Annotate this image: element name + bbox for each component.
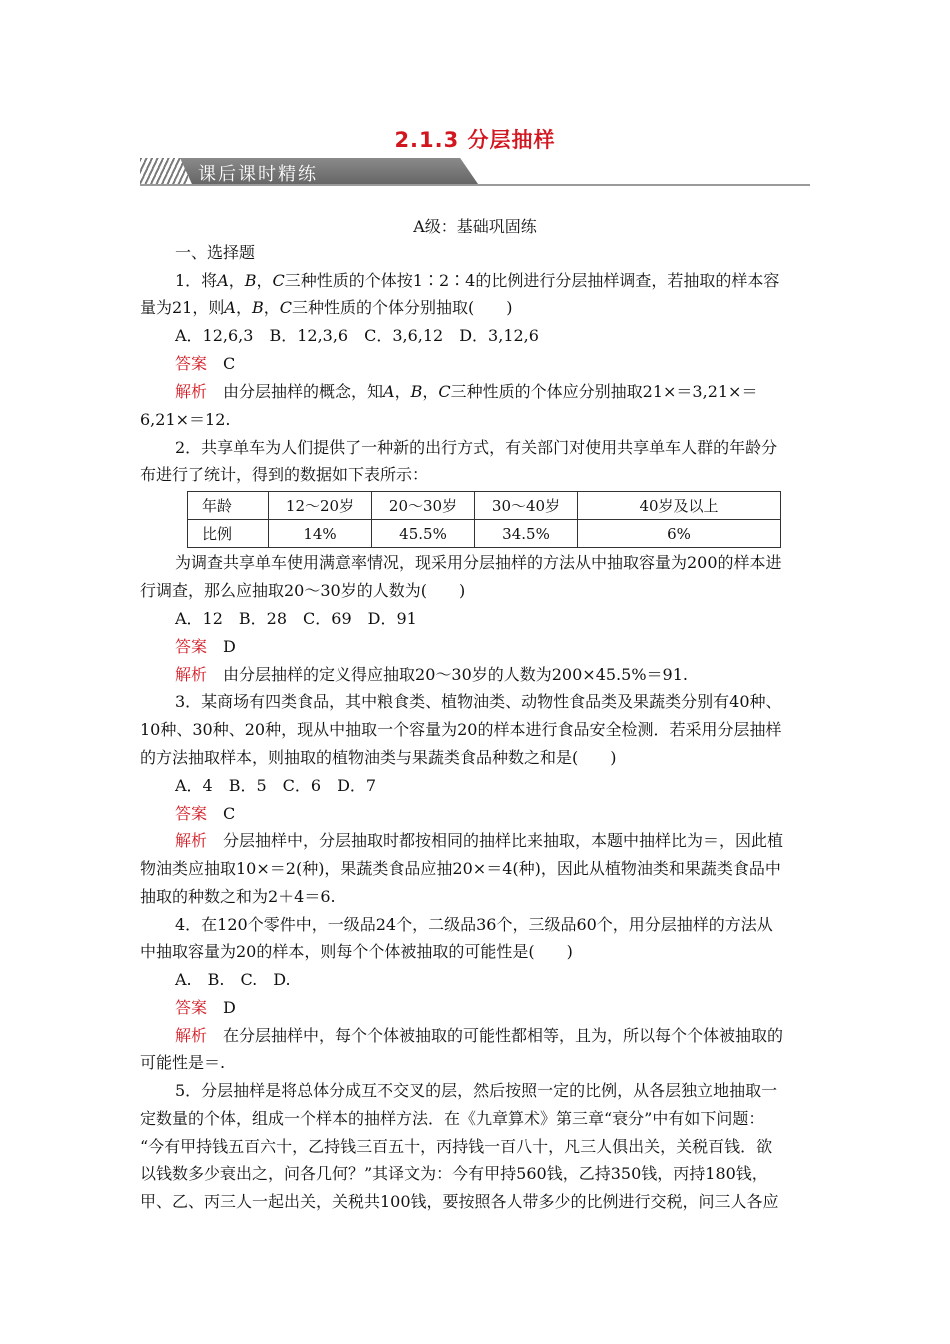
q5-line1: 5．分层抽样是将总体分成互不交叉的层，然后按照一定的比例，从各层独立地抽取一 [175, 1081, 778, 1100]
q2-line3: 为调查共享单车使用满意率情况，现采用分层抽样的方法从中抽取容量为200的样本进 [175, 553, 782, 572]
banner-label: 课后课时精练 [198, 164, 318, 185]
q1-line2: 量为21，则A，B，C三种性质的个体分别抽取( ) [140, 298, 513, 317]
table-col-4: 40岁及以上 [578, 492, 781, 520]
q5-line2: 定数量的个体，组成一个样本的抽样方法．在《九章算术》第三章“衰分”中有如下问题： [140, 1109, 765, 1128]
q2-options: A．12 B．28 C．69 D．91 [175, 609, 417, 628]
page-title: 2.1.3 分层抽样 [394, 128, 556, 152]
q1-answer: 答案 C [175, 354, 236, 373]
answer-label: 答案 [175, 354, 208, 373]
q2-analysis: 解析 由分层抽样的定义得应抽取20～30岁的人数为200×45.5%＝91. [175, 665, 688, 684]
table-row-age [188, 492, 781, 520]
q4-options: A. B. C. D. [175, 970, 291, 989]
q4-line1: 4．在120个零件中，一级品24个，二级品36个，三级品60个，用分层抽样的方法从 [175, 915, 773, 934]
q2-line1: 2．共享单车为人们提供了一种新的出行方式，有关部门对使用共享单车人群的年龄分 [175, 438, 778, 457]
analysis-label: 解析 [175, 382, 208, 401]
q5-line5: 甲、乙、丙三人一起出关，关税共100钱，要按照各人带多少的比例进行交税，问三人各应 [140, 1192, 779, 1211]
banner-stripes [140, 158, 188, 184]
table-col-1: 12～20岁 [269, 492, 372, 520]
answer-label: 答案 [175, 998, 208, 1017]
q1-analysis: 解析 由分层抽样的概念，知A，B，C三种性质的个体应分别抽取21×＝3,21×＝ [175, 382, 758, 401]
q3-options: A．4 B．5 C．6 D．7 [175, 776, 377, 795]
q4-answer: 答案 D [175, 998, 236, 1017]
table-cell: 14% [269, 520, 372, 548]
age-distribution-table [187, 491, 781, 548]
level-heading: A级：基础巩固练 [413, 217, 537, 236]
q4-analysis-cont: 可能性是＝. [140, 1053, 226, 1072]
answer-label: 答案 [175, 804, 208, 823]
q1-analysis-cont: 6,21×＝12. [140, 410, 231, 429]
q2-line2: 布进行了统计，得到的数据如下表所示： [140, 465, 429, 484]
section-banner [140, 158, 810, 186]
q2-answer: 答案 D [175, 637, 236, 656]
q4-line2: 中抽取容量为20的样本，则每个个体被抽取的可能性是( ) [140, 942, 573, 961]
q5-line3: “今有甲持钱五百六十，乙持钱三百五十，丙持钱一百八十，凡三人俱出关，关税百钱．欲 [140, 1137, 773, 1156]
q3-line1: 3．某商场有四类食品，其中粮食类、植物油类、动物性食品类及果蔬类分别有40种、 [175, 692, 782, 711]
q3-answer: 答案 C [175, 804, 236, 823]
section-heading: 一、选择题 [175, 243, 256, 262]
q5-line4: 以钱数多少衰出之，问各几何？”其译文为：今有甲持560钱，乙持350钱，丙持180钱， [140, 1164, 768, 1183]
table-cell: 45.5% [372, 520, 475, 548]
q3-line3: 的方法抽取样本，则抽取的植物油类与果蔬类食品种数之和是( ) [140, 748, 617, 767]
q1-options: A．12,6,3 B．12,3,6 C．3,6,12 D．3,12,6 [175, 326, 539, 345]
analysis-label: 解析 [175, 1026, 208, 1045]
table-cell: 6% [578, 520, 781, 548]
q4-analysis: 解析 在分层抽样中，每个个体被抽取的可能性都相等，且为，所以每个个体被抽取的 [175, 1026, 784, 1045]
q3-analysis-cont2: 抽取的种数之和为2＋4＝6. [140, 887, 336, 906]
q3-analysis-cont1: 物油类应抽取10×＝2(种)，果蔬类食品应抽20×＝4(种)，因此从植物油类和果蔬类食品中 [140, 859, 781, 878]
table-header-age: 年龄 [188, 492, 269, 520]
analysis-label: 解析 [175, 665, 208, 684]
answer-label: 答案 [175, 637, 208, 656]
q3-analysis: 解析 分层抽样中，分层抽取时都按相同的抽样比来抽取，本题中抽样比为＝，因此植 [175, 831, 784, 850]
table-header-ratio: 比例 [188, 520, 269, 548]
q3-line2: 10种、30种、20种，现从中抽取一个容量为20的样本进行食品安全检测．若采用分层抽样 [140, 720, 782, 739]
q1-line1: 1．将A，B，C三种性质的个体按1∶2∶4的比例进行分层抽样调查，若抽取的样本容 [175, 271, 780, 290]
table-col-2: 20～30岁 [372, 492, 475, 520]
q2-line4: 行调查，那么应抽取20～30岁的人数为( ) [140, 581, 466, 600]
table-col-3: 30～40岁 [475, 492, 578, 520]
table-cell: 34.5% [475, 520, 578, 548]
table-row-ratio [188, 520, 781, 548]
analysis-label: 解析 [175, 831, 208, 850]
